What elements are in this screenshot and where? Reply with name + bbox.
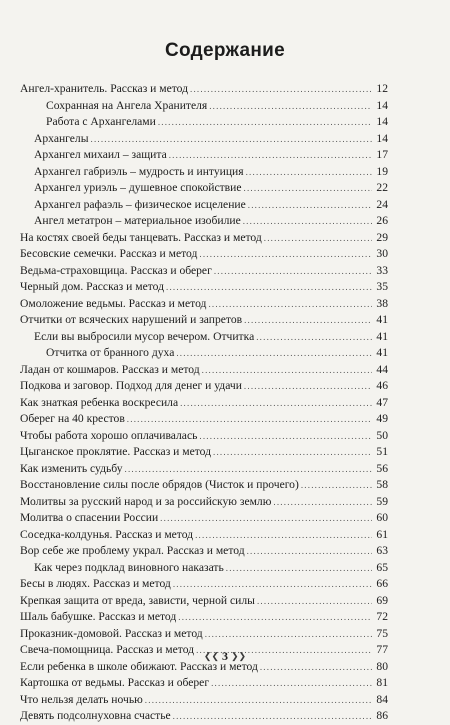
- toc-entry-page: 61: [376, 527, 388, 541]
- dot-leader: [145, 692, 372, 709]
- toc-entry-page: 14: [376, 131, 388, 145]
- toc-entry-title: Свеча-помощница. Рассказ и метод: [20, 643, 195, 656]
- dot-leader: [256, 329, 372, 346]
- toc-entry-page: 65: [376, 560, 388, 574]
- toc-entry-page: 38: [376, 296, 388, 310]
- toc-entry: [20, 98, 388, 115]
- toc-entry-page: 81: [376, 676, 388, 689]
- toc-entry-page: 49: [376, 412, 388, 425]
- toc-entry: [20, 230, 388, 247]
- toc-entry-page: 24: [376, 197, 388, 211]
- dot-leader: [214, 263, 372, 280]
- toc-entry-page: 77: [376, 643, 388, 656]
- dot-leader: [213, 444, 372, 461]
- toc-entry-page: 72: [376, 610, 388, 623]
- table-of-contents: [20, 81, 388, 725]
- toc-entry-title: Крепкая защита от вреда, зависти, черной силы: [20, 593, 255, 607]
- dot-leader: [125, 461, 372, 478]
- dot-leader: [273, 494, 372, 511]
- toc-entry-title: Девять подсолнуховна счастье: [20, 709, 171, 722]
- toc-entry-title: Если ребенка в школе обижают. Рассказ и метод: [20, 659, 258, 673]
- dot-leader: [199, 246, 372, 263]
- toc-entry-title: На костях своей беды танцевать. Рассказ и метод: [20, 230, 262, 244]
- toc-entry-page: 14: [376, 115, 388, 128]
- toc-entry-title: Архангел михаил – защита: [34, 148, 167, 161]
- toc-entry-title: Бесовские семечки. Рассказ и метод: [20, 247, 198, 260]
- dot-leader: [160, 510, 372, 527]
- dot-leader: [180, 395, 372, 412]
- toc-entry: [20, 477, 388, 494]
- toc-entry-title: Что нельзя делать ночью: [20, 692, 143, 706]
- dot-leader: [169, 147, 372, 164]
- dot-leader: [176, 345, 372, 362]
- toc-entry-title: Молитва о спасении России: [20, 511, 159, 524]
- toc-entry: [20, 246, 388, 263]
- toc-entry: [20, 213, 388, 230]
- toc-entry-page: 19: [376, 164, 388, 178]
- dot-leader: [91, 131, 373, 148]
- toc-entry-page: 46: [376, 379, 388, 392]
- toc-entry-title: Архангел уриэль – душевное спокойствие: [34, 181, 242, 194]
- toc-entry-page: 41: [376, 346, 388, 359]
- toc-entry-title: Как через подклад виновного наказать: [34, 560, 224, 574]
- dot-leader: [226, 560, 372, 577]
- toc-entry-title: Как знаткая ребенка воскресила: [20, 395, 179, 409]
- toc-entry: [20, 527, 388, 544]
- toc-entry-title: Как изменить судьбу: [20, 461, 123, 475]
- toc-entry: [20, 560, 388, 577]
- toc-entry: [20, 444, 388, 461]
- toc-entry: [20, 428, 388, 445]
- dot-leader: [178, 609, 372, 626]
- toc-entry-page: 50: [376, 428, 388, 442]
- toc-entry-page: 63: [376, 544, 388, 557]
- toc-entry-title: Сохранная на Ангела Хранителя: [46, 98, 208, 112]
- toc-entry-title: Отчитки от всяческих нарушений и запретов: [20, 313, 243, 326]
- toc-entry-title: Картошка от ведьмы. Рассказ и оберег: [20, 676, 210, 689]
- toc-entry: [20, 593, 388, 610]
- toc-entry-title: Ангел метатрон – материальное изобилие: [34, 214, 241, 227]
- toc-entry-page: 26: [376, 214, 388, 227]
- dot-leader: [166, 279, 372, 296]
- toc-entry-page: 60: [376, 511, 388, 524]
- dot-leader: [248, 197, 372, 214]
- toc-entry: [20, 197, 388, 214]
- toc-entry-title: Работа с Архангелами: [46, 115, 156, 128]
- toc-entry-title: Бесы в людях. Рассказ и метод: [20, 577, 171, 590]
- toc-entry-page: 47: [376, 395, 388, 409]
- toc-entry-page: 14: [376, 98, 388, 112]
- dot-leader: [127, 411, 372, 428]
- toc-entry-page: 86: [376, 709, 388, 722]
- toc-entry-title: Чтобы работа хорошо оплачивалась: [20, 428, 198, 442]
- toc-entry: [20, 362, 388, 379]
- dot-leader: [190, 81, 372, 98]
- dot-leader: [158, 114, 372, 131]
- toc-entry-page: 29: [376, 230, 388, 244]
- toc-entry: [20, 510, 388, 527]
- toc-entry-page: 30: [376, 247, 388, 260]
- dot-leader: [211, 675, 372, 692]
- toc-entry: [20, 461, 388, 478]
- dot-leader: [257, 593, 372, 610]
- toc-entry-title: Молитвы за русский народ и за российскую землю: [20, 494, 272, 508]
- toc-entry: [20, 279, 388, 296]
- dot-leader: [195, 527, 372, 544]
- toc-entry-title: Отчитка от бранного духа: [46, 346, 175, 359]
- toc-entry-page: 80: [376, 659, 388, 673]
- toc-entry: [20, 114, 388, 131]
- toc-entry-title: Ладан от кошмаров. Рассказ и метод: [20, 362, 200, 376]
- toc-entry-title: Архангел рафаэль – физическое исцеление: [34, 197, 246, 211]
- toc-entry-page: 44: [376, 362, 388, 376]
- toc-entry: [20, 329, 388, 346]
- toc-entry: [20, 708, 388, 725]
- toc-entry-title: Архангелы: [34, 131, 89, 145]
- ornament-left-icon: ❮❮: [203, 651, 219, 661]
- toc-entry-page: 41: [376, 313, 388, 326]
- toc-entry: [20, 180, 388, 197]
- toc-entry: [20, 345, 388, 362]
- dot-leader: [246, 164, 372, 181]
- toc-entry-page: 22: [376, 181, 388, 194]
- toc-entry-page: 84: [376, 692, 388, 706]
- toc-entry-title: Ведьма-страховщица. Рассказ и оберег: [20, 263, 212, 277]
- dot-leader: [205, 626, 372, 643]
- dot-leader: [208, 296, 372, 313]
- dot-leader: [173, 576, 372, 593]
- toc-entry-title: Оберег на 40 крестов: [20, 412, 125, 425]
- toc-entry-page: 56: [376, 461, 388, 475]
- dot-leader: [173, 708, 372, 725]
- toc-entry-title: Проказник-домовой. Рассказ и метод: [20, 626, 203, 640]
- toc-entry-page: 33: [376, 263, 388, 277]
- toc-entry-page: 17: [376, 148, 388, 161]
- toc-entry: [20, 494, 388, 511]
- page-number: 3: [222, 648, 228, 663]
- toc-entry: [20, 692, 388, 709]
- toc-entry-page: 51: [376, 445, 388, 458]
- toc-entry: [20, 675, 388, 692]
- dot-leader: [244, 180, 373, 197]
- toc-entry-page: 69: [376, 593, 388, 607]
- toc-entry: [20, 626, 388, 643]
- toc-entry-title: Если вы выбросили мусор вечером. Отчитка: [34, 329, 255, 343]
- toc-entry-page: 12: [376, 82, 388, 95]
- dot-leader: [209, 98, 372, 115]
- dot-leader: [301, 477, 372, 494]
- toc-entry-title: Цыганское проклятие. Рассказ и метод: [20, 445, 212, 458]
- toc-entry-title: Вор себе же проблему украл. Рассказ и метод: [20, 544, 245, 557]
- toc-entry: [20, 131, 388, 148]
- toc-entry: [20, 263, 388, 280]
- page-footer: [175, 649, 275, 663]
- toc-entry-page: 58: [376, 478, 388, 491]
- toc-entry-page: 41: [376, 329, 388, 343]
- dot-leader: [202, 362, 372, 379]
- toc-entry-title: Черный дом. Рассказ и метод: [20, 280, 165, 293]
- toc-entry-title: Омоложение ведьмы. Рассказ и метод: [20, 296, 207, 310]
- toc-entry-title: Восстановление силы после обрядов (Чисток и прочего): [20, 478, 299, 491]
- dot-leader: [244, 312, 372, 329]
- toc-entry: [20, 576, 388, 593]
- toc-entry-title: Шаль бабушке. Рассказ и метод: [20, 610, 177, 623]
- toc-entry: [20, 296, 388, 313]
- dot-leader: [244, 378, 372, 395]
- toc-entry-page: 75: [376, 626, 388, 640]
- toc-entry-page: 59: [376, 494, 388, 508]
- dot-leader: [199, 428, 372, 445]
- toc-entry-title: Соседка-колдунья. Рассказ и метод: [20, 527, 194, 541]
- toc-entry: [20, 147, 388, 164]
- page-title: Содержание: [164, 40, 286, 61]
- toc-entry-title: Подкова и заговор. Подход для денег и удачи: [20, 379, 242, 392]
- toc-entry: [20, 81, 388, 98]
- toc-entry: [20, 164, 388, 181]
- toc-entry: [20, 609, 388, 626]
- toc-entry-page: 35: [376, 280, 388, 293]
- toc-entry: [20, 395, 388, 412]
- toc-entry: [20, 378, 388, 395]
- ornament-right-icon: ❯❯: [231, 651, 247, 661]
- toc-entry: [20, 543, 388, 560]
- dot-leader: [260, 659, 372, 676]
- dot-leader: [243, 213, 372, 230]
- toc-entry-title: Ангел-хранитель. Рассказ и метод: [20, 82, 189, 95]
- toc-entry-page: 66: [376, 577, 388, 590]
- dot-leader: [264, 230, 372, 247]
- toc-entry: [20, 411, 388, 428]
- toc-entry-title: Архангел габриэль – мудрость и интуиция: [34, 164, 244, 178]
- toc-entry: [20, 312, 388, 329]
- dot-leader: [247, 543, 372, 560]
